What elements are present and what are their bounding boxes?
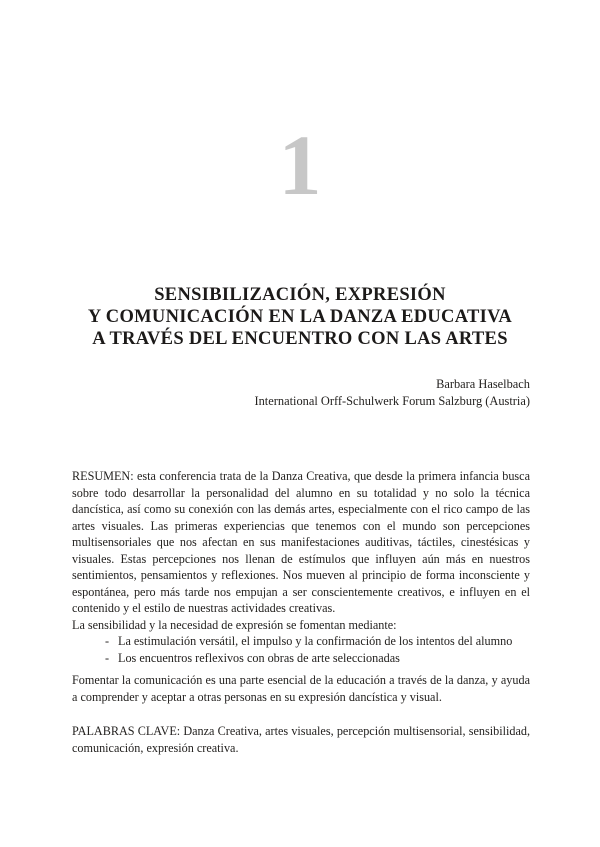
bullet-dash: - [105,634,110,648]
list-item [72,633,530,650]
author-affiliation: International Orff-Schulwerk Forum Salzburg (Austria) [254,394,530,408]
list-intro: La sensibilidad y la necesidad de expresión se fomentan mediante: [72,617,397,632]
chapter-title [0,284,600,350]
chapter-title-line-3: A TRAVÉS DEL ENCUENTRO CON LAS ARTES [92,329,508,349]
list-item-text: La estimulación versátil, el impulso y la confirmación de los intentos del alumno [118,634,513,648]
author-block [0,376,600,410]
communication-paragraph: Fomentar la comunicación es una parte esencial de la educación a través de la danza, y ayuda a comprender y aceptar a otras personas en su expresión dancística y visual. [72,673,530,704]
list-item-text: Los encuentros reflexivos con obras de arte seleccionadas [118,650,400,665]
chapter-title-line-2: Y COMUNICACIÓN EN LA DANZA EDUCATIVA [87,307,513,327]
page-body [0,468,600,756]
chapter-title-line-1: SENSIBILIZACIÓN, EXPRESIÓN [154,285,446,305]
abstract-paragraph: RESUMEN: esta conferencia trata de la Danza Creativa, que desde la primera infancia busca sobre todo desarrollar la personalidad del alumno en su totalidad y no solo la técnica dancística, así como su conexión con las demás artes, especialmente con el rico campo de las artes visuales. Las primeras experiencias que tenemos con el mundo son percepciones multisensoriales que nos afectan en sus manifestaciones auditivas, táctiles, cinestésicas y visuales. Estas percepciones nos llenan de estímulos que influyen aún más en nuestros sentimientos, pensamientos y reflexiones. Nos mueven al principio de forma inconsciente y espontánea, pero más tarde nos empujan a ser conscientemente creativos, e influyen en el contenido y el estilo de nuestras actividades creativas. [72,469,530,615]
author-name: Barbara Haselbach [436,377,530,391]
bullet-dash: - [105,650,110,665]
list-item [72,650,530,667]
keywords-paragraph: PALABRAS CLAVE: Danza Creativa, artes visuales, percepción multisensorial, sensibilidad, comunicación, expresión creativa. [72,724,530,755]
chapter-number: 1 [278,117,322,213]
